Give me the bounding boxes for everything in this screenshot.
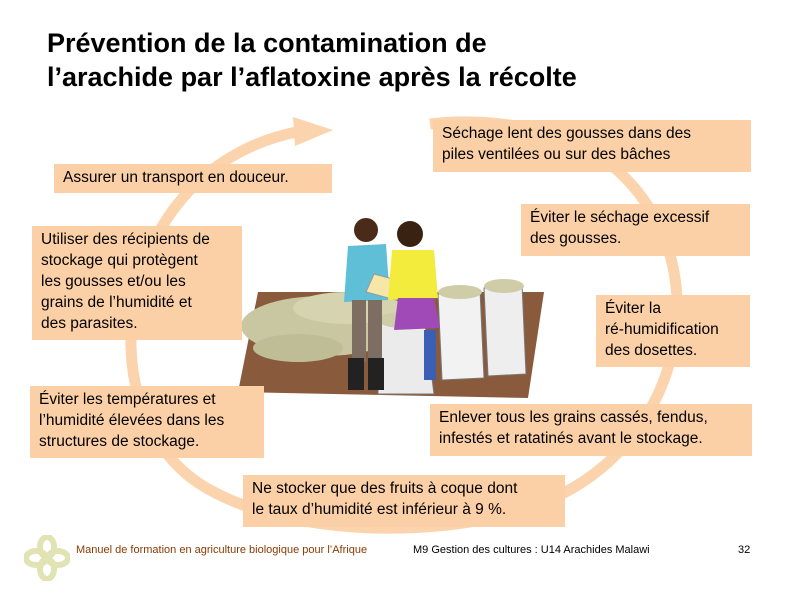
footer-manual-title: Manuel de formation en agriculture biologique pour l’Afrique: [76, 544, 368, 556]
step-avoid-rehumidification: [596, 295, 750, 367]
step-moisture-limit: [243, 475, 565, 527]
step-text-line: Séchage lent des gousses dans des: [442, 125, 692, 142]
step-text-line: des gousses.: [530, 230, 622, 247]
step-text-line: infestés et ratatinés avant le stockage.: [439, 430, 703, 447]
step-text-line: Éviter les températures et: [39, 391, 216, 408]
step-text-line: des dosettes.: [605, 342, 698, 359]
step-text-line: l’humidité élevées dans les: [39, 412, 225, 429]
step-avoid-heat-humidity: [30, 386, 264, 458]
step-text-line: Utiliser des récipients de: [41, 231, 210, 248]
step-text-line: ré-humidification: [605, 321, 719, 338]
step-text-line: Éviter la: [605, 300, 661, 317]
slide-title-line-2: l’arachide par l’aflatoxine après la récolte: [47, 62, 577, 92]
step-text-line: Ne stocker que des fruits à coque dont: [252, 480, 518, 497]
step-text-line: les gousses et/ou les: [41, 273, 186, 290]
step-text-line: structures de stockage.: [39, 433, 200, 450]
step-text-line: stockage qui protègent: [41, 252, 198, 269]
organic-agriculture-knot-logo: [24, 535, 70, 581]
step-text-line: des parasites.: [41, 315, 138, 332]
slide-title-line-1: Prévention de la contamination de: [47, 28, 487, 58]
step-slow-drying: [433, 120, 751, 172]
step-avoid-over-drying: [521, 204, 750, 256]
step-text-line: Enlever tous les grains cassés, fendus,: [439, 409, 708, 426]
step-gentle-transport: [54, 164, 332, 193]
page-number: 32: [738, 544, 751, 556]
step-remove-damaged-grains: [430, 404, 752, 456]
step-text-line: Assurer un transport en douceur.: [63, 169, 289, 186]
step-text-line: grains de l’humidité et: [41, 294, 192, 311]
footer-module: M9 Gestion des cultures : U14 Arachides Malawi: [413, 544, 650, 556]
step-text-line: piles ventilées ou sur des bâches: [442, 146, 671, 163]
step-text-line: le taux d’humidité est inférieur à 9 %.: [252, 501, 507, 518]
step-protective-containers: [32, 226, 242, 340]
farmers-sorting-groundnuts-illustration: [228, 208, 548, 408]
step-text-line: Éviter le séchage excessif: [530, 209, 710, 226]
